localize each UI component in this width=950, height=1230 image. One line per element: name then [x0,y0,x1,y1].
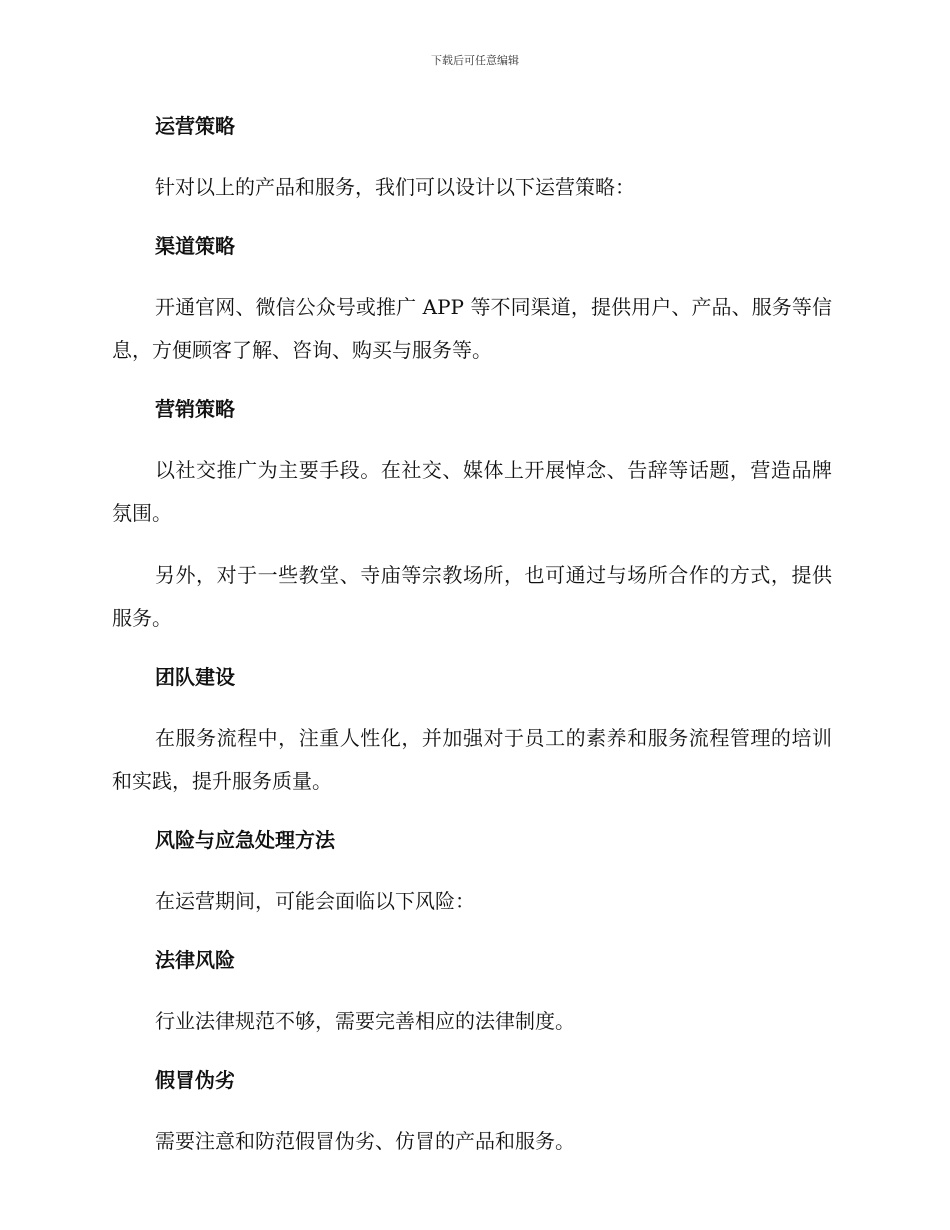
paragraph-operation-intro: 针对以上的产品和服务，我们可以设计以下运营策略： [155,175,635,199]
section-heading-team-building: 团队建设 [155,665,235,689]
section-heading-counterfeit: 假冒伪劣 [155,1068,235,1092]
paragraph-channel-strategy: 开通官网、微信公众号或推广 APP 等不同渠道，提供用户、产品、服务等信息，方便顾客了解、咨询、购买与服务等。 [112,295,832,362]
paragraph-marketing-religious: 另外，对于一些教堂、寺庙等宗教场所，也可通过与场所合作的方式，提供服务。 [112,563,832,630]
section-heading-legal-risk: 法律风险 [155,948,235,972]
paragraph-legal-risk: 行业法律规范不够，需要完善相应的法律制度。 [155,1009,575,1033]
document-body [112,108,832,1182]
section-heading-channel-strategy: 渠道策略 [155,234,235,258]
page-header: 下载后可任意编辑 [431,54,519,67]
paragraph-counterfeit: 需要注意和防范假冒伪劣、仿冒的产品和服务。 [155,1129,575,1153]
paragraph-team-building: 在服务流程中，注重人性化，并加强对于员工的素养和服务流程管理的培训和实践，提升服务质量。 [112,726,832,793]
section-heading-marketing-strategy: 营销策略 [155,397,235,421]
paragraph-risk-intro: 在运营期间，可能会面临以下风险： [155,889,475,913]
section-heading-risk-emergency: 风险与应急处理方法 [155,828,335,852]
section-heading-operation-strategy: 运营策略 [155,114,235,138]
paragraph-marketing-strategy: 以社交推广为主要手段。在社交、媒体上开展悼念、告辞等话题，营造品牌氛围。 [112,458,832,525]
